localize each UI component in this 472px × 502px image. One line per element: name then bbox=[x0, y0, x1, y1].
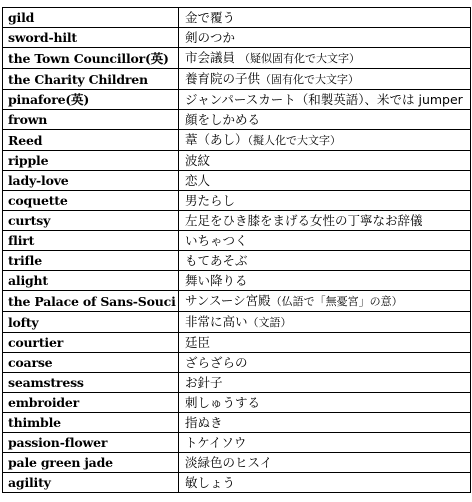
table-row bbox=[3, 393, 471, 413]
japanese-meaning-cell bbox=[179, 251, 471, 271]
english-term: Reed bbox=[3, 130, 179, 151]
english-term: pale green jade bbox=[3, 453, 179, 473]
english-term: trifle bbox=[3, 251, 179, 271]
japanese-meaning: 刺しゅうする bbox=[185, 395, 261, 410]
japanese-meaning: 養育院の子供 bbox=[185, 71, 261, 86]
english-term: embroider bbox=[3, 393, 179, 413]
table-row bbox=[3, 130, 471, 151]
table-row bbox=[3, 8, 471, 28]
japanese-meaning-cell bbox=[179, 291, 471, 312]
japanese-meaning: サンスーシ宮殿 bbox=[185, 293, 271, 308]
meaning-note: （文語） bbox=[247, 316, 292, 329]
table-row bbox=[3, 28, 471, 48]
japanese-meaning-cell bbox=[179, 48, 471, 69]
japanese-meaning: 指ぬき bbox=[185, 415, 223, 430]
english-term: coquette bbox=[3, 191, 179, 211]
japanese-meaning: 敏しょう bbox=[185, 475, 236, 490]
japanese-meaning-cell bbox=[179, 473, 471, 493]
japanese-meaning-cell bbox=[179, 271, 471, 291]
english-term: frown bbox=[3, 110, 179, 130]
english-term: agility bbox=[3, 473, 179, 493]
japanese-meaning: ざらざらの bbox=[185, 355, 248, 370]
japanese-meaning-cell bbox=[179, 130, 471, 151]
table-row bbox=[3, 211, 471, 231]
table-row bbox=[3, 251, 471, 271]
english-term: the Charity Children bbox=[3, 69, 179, 90]
japanese-meaning: ジャンパースカート（和製英語）、米では jumper bbox=[185, 92, 463, 107]
table-row bbox=[3, 333, 471, 353]
japanese-meaning-cell bbox=[179, 151, 471, 171]
japanese-meaning: 廷臣 bbox=[185, 335, 211, 350]
table-row bbox=[3, 373, 471, 393]
english-term: seamstress bbox=[3, 373, 179, 393]
table-row bbox=[3, 171, 471, 191]
japanese-meaning-cell bbox=[179, 211, 471, 231]
glossary-table bbox=[2, 7, 471, 493]
japanese-meaning: 市会議員 bbox=[185, 50, 239, 65]
japanese-meaning-cell bbox=[179, 191, 471, 211]
english-term: coarse bbox=[3, 353, 179, 373]
table-row bbox=[3, 271, 471, 291]
english-term: sword-hilt bbox=[3, 28, 179, 48]
japanese-meaning-cell bbox=[179, 8, 471, 28]
japanese-meaning-cell bbox=[179, 413, 471, 433]
english-term: ripple bbox=[3, 151, 179, 171]
japanese-meaning: 舞い降りる bbox=[185, 273, 248, 288]
japanese-meaning: 淡緑色のヒスイ bbox=[185, 455, 273, 470]
english-term: the Palace of Sans-Souci bbox=[3, 291, 179, 312]
japanese-meaning: 恋人 bbox=[185, 173, 211, 188]
english-term: lady-love bbox=[3, 171, 179, 191]
japanese-meaning: 左足をひき膝をまげる女性の丁寧なお辞儀 bbox=[185, 213, 423, 228]
table-row bbox=[3, 90, 471, 110]
table-row bbox=[3, 353, 471, 373]
japanese-meaning-cell bbox=[179, 69, 471, 90]
table-row bbox=[3, 312, 471, 333]
table-row bbox=[3, 453, 471, 473]
english-term: gild bbox=[3, 8, 179, 28]
table-row bbox=[3, 191, 471, 211]
glossary-body bbox=[3, 8, 471, 493]
table-row bbox=[3, 291, 471, 312]
japanese-meaning-cell bbox=[179, 393, 471, 413]
japanese-meaning: 波紋 bbox=[185, 153, 211, 168]
japanese-meaning-cell bbox=[179, 231, 471, 251]
japanese-meaning-cell bbox=[179, 28, 471, 48]
table-row bbox=[3, 69, 471, 90]
japanese-meaning: もてあそぶ bbox=[185, 253, 248, 268]
english-term: curtsy bbox=[3, 211, 179, 231]
japanese-meaning: いちゃつく bbox=[185, 233, 248, 248]
table-row bbox=[3, 110, 471, 130]
japanese-meaning: トケイソウ bbox=[185, 435, 247, 450]
japanese-meaning: 剣のつか bbox=[185, 30, 236, 45]
meaning-note: （仏語で「無憂宮」の意） bbox=[270, 295, 403, 308]
english-term: courtier bbox=[3, 333, 179, 353]
japanese-meaning-cell bbox=[179, 333, 471, 353]
japanese-meaning: 金で覆う bbox=[185, 10, 236, 25]
japanese-meaning: お針子 bbox=[185, 375, 223, 390]
table-row bbox=[3, 473, 471, 493]
japanese-meaning: 葦（あし） bbox=[185, 132, 248, 147]
japanese-meaning-cell bbox=[179, 312, 471, 333]
meaning-note: （疑似固有化で大文字） bbox=[238, 52, 360, 65]
japanese-meaning: 顔をしかめる bbox=[185, 112, 261, 127]
japanese-meaning: 非常に高い bbox=[185, 314, 248, 329]
meaning-note: （擬人化で大文字） bbox=[247, 134, 342, 147]
table-row bbox=[3, 413, 471, 433]
table-row bbox=[3, 48, 471, 69]
japanese-meaning-cell bbox=[179, 110, 471, 130]
english-term: thimble bbox=[3, 413, 179, 433]
english-term: lofty bbox=[3, 312, 179, 333]
japanese-meaning-cell bbox=[179, 171, 471, 191]
table-row bbox=[3, 151, 471, 171]
english-term: flirt bbox=[3, 231, 179, 251]
english-term: pinafore(英) bbox=[3, 90, 179, 110]
japanese-meaning-cell bbox=[179, 453, 471, 473]
japanese-meaning-cell bbox=[179, 373, 471, 393]
table-row bbox=[3, 433, 471, 453]
japanese-meaning-cell bbox=[179, 90, 471, 110]
english-term: passion-flower bbox=[3, 433, 179, 453]
table-row bbox=[3, 231, 471, 251]
japanese-meaning: 男たらし bbox=[185, 193, 236, 208]
english-term: the Town Councillor(英) bbox=[3, 48, 179, 69]
meaning-note: （固有化で大文字） bbox=[260, 73, 360, 86]
japanese-meaning-cell bbox=[179, 433, 471, 453]
japanese-meaning-cell bbox=[179, 353, 471, 373]
english-term: alight bbox=[3, 271, 179, 291]
